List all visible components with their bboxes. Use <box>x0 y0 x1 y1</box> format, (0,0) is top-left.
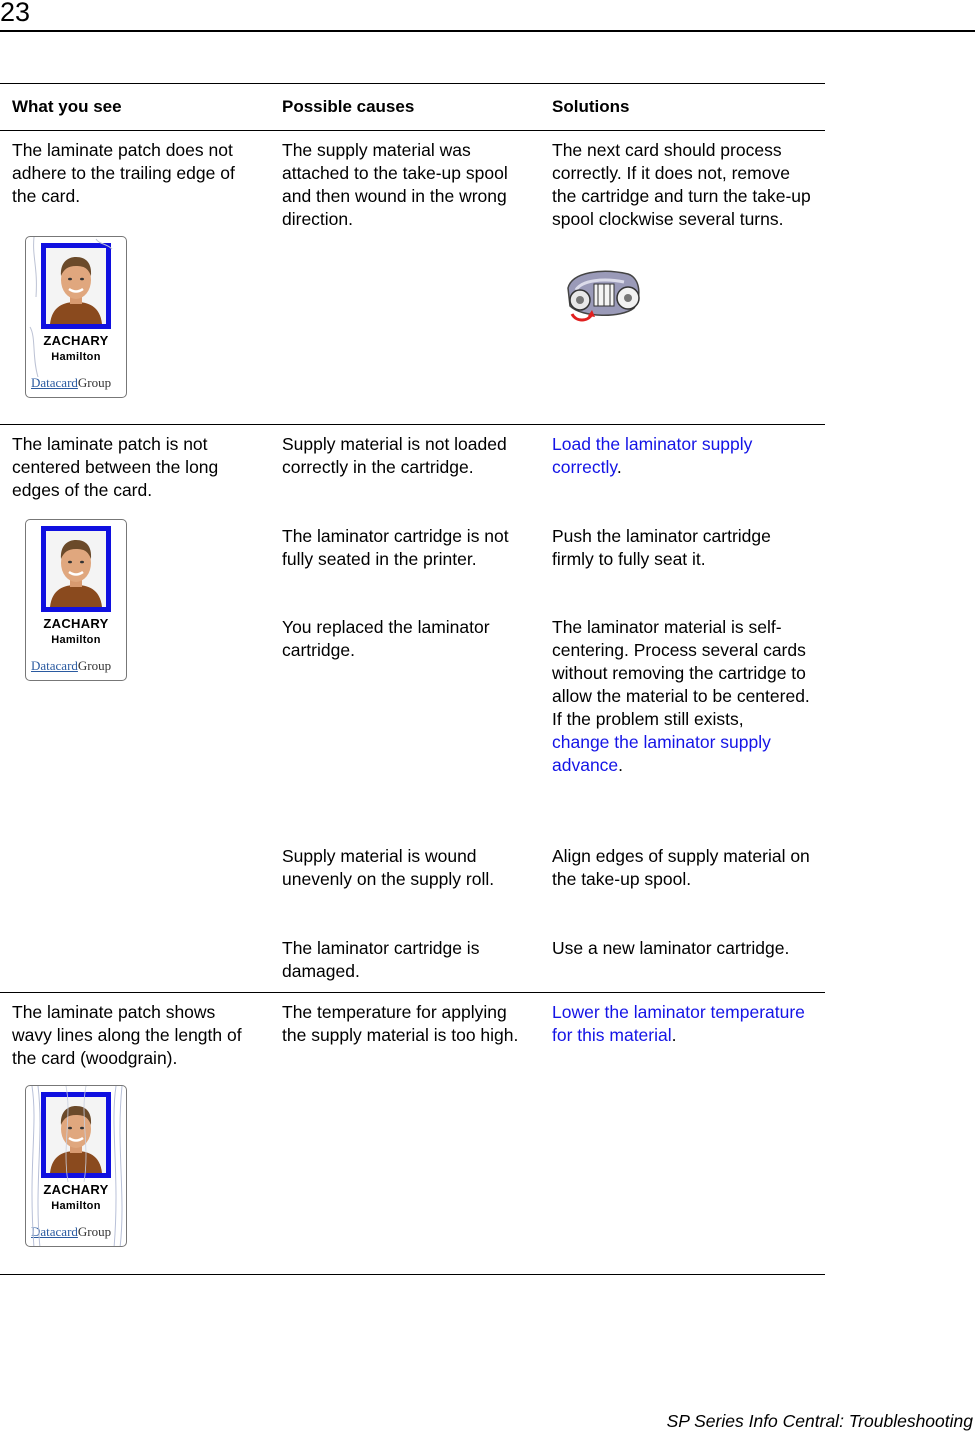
cause-text: The temperature for applying the supply material is too high. <box>282 1002 519 1045</box>
solution-text: The laminator material is self-centering. Process several cards without removing the cartridge to allow the material to be centered. If the problem still exists, change the laminator supply advance. <box>552 617 810 775</box>
id-card-image <box>25 519 127 681</box>
cause-text: The laminator cartridge is damaged. <box>282 938 480 981</box>
solution-text: Use a new laminator cartridge. <box>552 938 790 958</box>
header-solutions: Solutions <box>552 97 630 116</box>
page-number: 23 <box>0 0 31 27</box>
solution-text: Push the laminator cartridge firmly to fully seat it. <box>552 526 771 569</box>
card-photo <box>41 526 111 612</box>
symptom-text: The laminate patch is not centered between the long edges of the card. <box>12 434 219 500</box>
solution-text: The next card should process correctly. If it does not, remove the cartridge and turn the take-up spool clockwise several turns. <box>552 140 811 229</box>
change-supply-advance-link[interactable]: change the laminator supply advance <box>552 732 771 775</box>
symptom-text: The laminate patch does not adhere to the trailing edge of the card. <box>12 140 235 206</box>
id-card-image <box>25 1085 127 1247</box>
solution-text: Align edges of supply material on the take-up spool. <box>552 846 810 889</box>
header-possible-causes: Possible causes <box>282 97 415 116</box>
card-surname: Hamilton <box>51 1200 101 1212</box>
datacard-logo: DatacardGroup <box>31 375 112 390</box>
card-surname: Hamilton <box>51 634 101 646</box>
datacard-logo: DatacardGroup <box>31 1224 112 1239</box>
card-name: ZACHARY <box>43 1182 109 1197</box>
datacard-logo: DatacardGroup <box>31 658 112 673</box>
cause-text: You replaced the laminator cartridge. <box>282 617 490 660</box>
trailing-edge-wrinkle-overlay <box>26 237 127 398</box>
cause-text: Supply material is not loaded correctly in the cartridge. <box>282 434 507 477</box>
cause-text: The supply material was attached to the take-up spool and then wound in the wrong direction. <box>282 140 508 229</box>
person-portrait-icon <box>46 531 106 607</box>
table-header-row <box>0 84 825 131</box>
header-what-you-see: What you see <box>12 97 122 116</box>
page-footer: SP Series Info Central: Troubleshooting <box>666 1411 973 1431</box>
troubleshooting-table <box>0 83 825 1275</box>
id-card-image <box>25 236 127 398</box>
table-row <box>0 993 825 1275</box>
woodgrain-lines-overlay <box>26 1086 127 1247</box>
symptom-text: The laminate patch shows wavy lines along the length of the card (woodgrain). <box>12 1002 242 1068</box>
table-row <box>0 425 825 993</box>
card-surname: Hamilton <box>51 351 101 363</box>
laminator-cartridge-icon <box>562 266 644 326</box>
load-supply-link[interactable]: Load the laminator supply correctly <box>552 434 753 477</box>
solution-text: Lower the laminator temperature for this material. <box>552 1002 805 1045</box>
card-name: ZACHARY <box>43 333 109 348</box>
cause-text: Supply material is wound unevenly on the supply roll. <box>282 846 495 889</box>
card-name: ZACHARY <box>43 616 109 631</box>
cause-text: The laminator cartridge is not fully seated in the printer. <box>282 526 509 569</box>
header-rule <box>0 30 975 32</box>
lower-temperature-link[interactable]: Lower the laminator temperature for this material <box>552 1002 805 1045</box>
table-row <box>0 131 825 425</box>
solution-text: Load the laminator supply correctly. <box>552 434 753 477</box>
